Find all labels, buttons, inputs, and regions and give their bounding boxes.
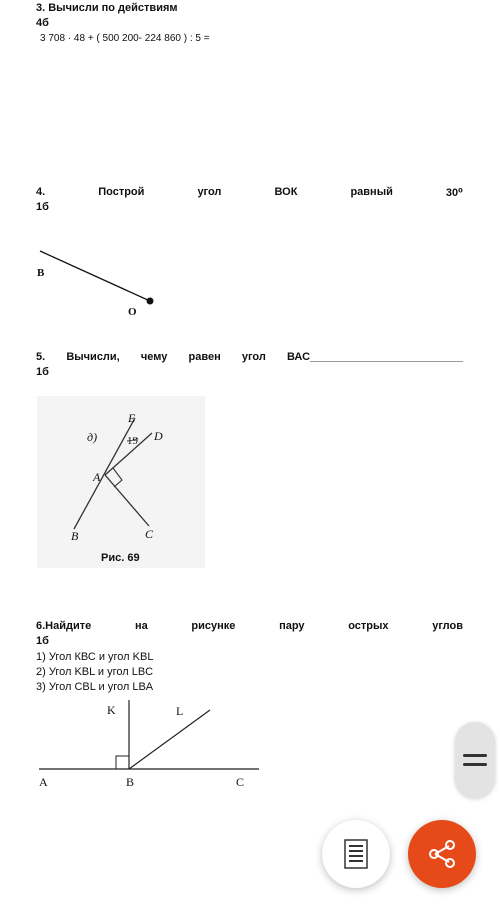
figure-variant-label: д)	[87, 430, 98, 444]
label-b: B	[126, 775, 135, 789]
task4-word: угол	[197, 186, 222, 198]
label-c: C	[145, 527, 154, 541]
label-b: B	[37, 267, 45, 279]
label-a: A	[93, 470, 101, 484]
side-menu-button[interactable]	[455, 722, 495, 798]
task3-points: 4б	[36, 17, 49, 29]
task4-word: равный	[350, 186, 393, 198]
task6-word: на	[134, 620, 148, 632]
ray-bl	[129, 710, 210, 769]
label-e: E	[128, 411, 136, 425]
option-item: 1) Угол КВС и угол KBL	[36, 651, 154, 663]
task5-word: Вычисли,	[66, 351, 120, 363]
task5-points: 1б	[36, 366, 49, 378]
task4-points: 1б	[36, 201, 49, 213]
task6-word: рисунке	[191, 620, 236, 632]
right-angle-mark	[116, 756, 129, 769]
angle-value: 19	[127, 435, 138, 447]
option-item: 2) Угол KBL и угол LBC	[36, 666, 154, 678]
task4-word: Построй	[98, 186, 145, 198]
task6-word: углов	[432, 620, 463, 632]
hamburger-icon	[455, 722, 495, 798]
task4-word: 30⁰	[445, 187, 463, 199]
label-d: D	[154, 429, 163, 443]
task5-word: ВАС_________________________	[287, 351, 463, 363]
task3-title: 3. Вычисли по действиям	[36, 2, 178, 14]
task3-expression: 3 708 · 48 + ( 500 200- 224 860 ) : 5 =	[40, 33, 210, 44]
task6-points: 1б	[36, 635, 49, 647]
task6-word: 6.Найдите	[36, 620, 92, 632]
share-icon	[427, 839, 457, 869]
label-c: C	[236, 775, 245, 789]
task4-word: ВОК	[274, 186, 298, 198]
task5-word: угол	[241, 351, 266, 363]
share-button[interactable]	[408, 820, 476, 888]
task5-word: чему	[140, 351, 168, 363]
label-l: L	[176, 704, 184, 718]
option-item: 3) Угол CBL и угол LBA	[36, 681, 154, 693]
label-k: K	[107, 703, 116, 717]
figure-caption: Рис. 69	[101, 552, 140, 564]
label-a: A	[39, 775, 48, 789]
task5-word: равен	[188, 351, 221, 363]
document-button[interactable]	[322, 820, 390, 888]
label-o: O	[128, 306, 137, 318]
task6-word: острых	[348, 620, 389, 632]
task5-word: 5.	[36, 351, 46, 363]
task4-word: 4.	[36, 186, 46, 198]
task6-word: пару	[279, 620, 305, 632]
document-icon	[343, 839, 369, 869]
label-b: B	[71, 529, 79, 543]
